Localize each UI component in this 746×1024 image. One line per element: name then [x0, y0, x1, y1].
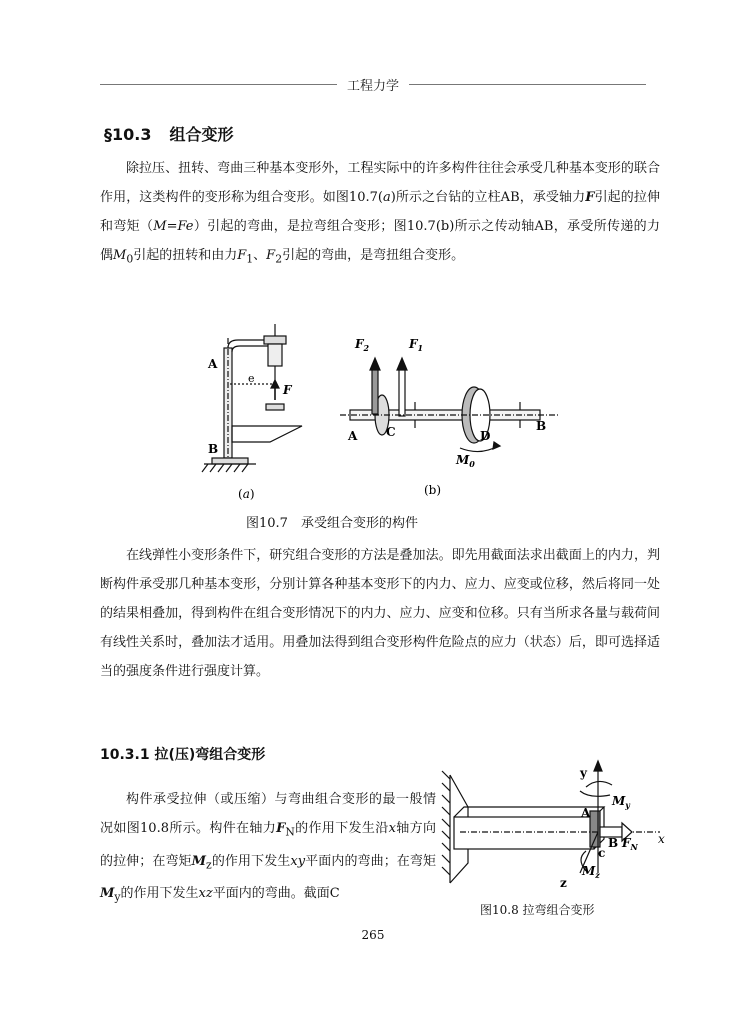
label-M0: [455, 453, 475, 469]
section-heading: [104, 122, 234, 145]
symbol: F: [237, 248, 247, 263]
label-A-a: A: [208, 357, 218, 371]
cantilever-diagram: [442, 761, 660, 883]
label-A: A: [581, 806, 591, 820]
label-y: y: [580, 766, 587, 780]
label-F2: [354, 337, 370, 353]
text: 平面内的弯曲；在弯矩: [305, 853, 436, 869]
label-Mz-sub: z: [595, 870, 600, 880]
label-F2-sym: F: [355, 337, 364, 351]
paragraph-superposition: 在线弹性小变形条件下，研究组合变形的方法是叠加法。即先用截面法求出截面上的内力，判断构件承受那几种基本变形，分别计算各种基本变形下的内力、应力、应变或位移，然后将同一处的结果相叠加，得到构件在组合变形情况下的内力、应力、应变和位移。只有当所求各量与载荷间有线性关系时，叠加法才适用。用叠加法得到组合变形构件危险点的应力（状态）后，即可选择适当的强度条件进行强度计算。: [100, 548, 660, 679]
text: 、: [253, 248, 267, 263]
label-B-a: B: [208, 442, 219, 456]
text: 的作用下发生沿: [294, 821, 389, 836]
subscript: N: [285, 825, 295, 839]
text: 的作用下发生: [211, 853, 291, 869]
page-number: 265: [361, 928, 385, 942]
section-number: §10.3: [104, 125, 152, 144]
label-x: x: [658, 832, 665, 846]
label-My-sym: M: [612, 794, 626, 808]
symbol: x: [388, 821, 396, 836]
subfig-b-label: (b): [424, 483, 442, 497]
label-FN-sub: N: [630, 842, 638, 852]
label-B-b: B: [536, 419, 547, 433]
text: 轴方向的拉伸；在弯矩: [100, 821, 436, 869]
label-My: [611, 794, 631, 810]
label-F: F: [283, 383, 292, 397]
label-C: C: [386, 425, 396, 439]
label-My-sub: y: [625, 800, 630, 810]
text: 的作用下发生: [120, 886, 199, 902]
figure-10-8-caption: 图10.8 拉弯组合变形: [480, 903, 595, 917]
text: 平面内的弯曲。截面C: [212, 886, 340, 902]
label-e: e: [248, 372, 255, 385]
text: )所示之台钻的立柱AB，承受轴力: [390, 190, 586, 205]
symbol: F: [276, 821, 286, 836]
symbol: M=Fe: [153, 219, 194, 234]
label-M0-sym: M: [456, 453, 470, 467]
label-c: c: [598, 846, 606, 860]
label-z: z: [560, 876, 567, 890]
symbol: M: [100, 886, 115, 902]
label-F2-sub: 2: [363, 343, 370, 353]
text: 引起的拉伸和弯矩（: [100, 190, 660, 234]
header-rule-right: [409, 84, 646, 85]
header-title: 工程力学: [347, 78, 400, 94]
label-A-b: A: [348, 429, 358, 443]
subscript: z: [206, 858, 212, 872]
symbol: M: [113, 248, 127, 263]
label-Mz-sym: M: [582, 864, 596, 878]
text: 除拉压、扭转、弯曲三种基本变形外，工程实际中的许多构件往往会承受几种基本变形的联合作用，这类构件的变形称为组合变形。如图10.7(: [100, 161, 660, 205]
running-header: [100, 72, 646, 96]
subscript: 0: [126, 252, 134, 266]
text: 引起的扭转和由力: [133, 248, 238, 263]
subsection-heading: 10.3.1 拉(压)弯组合变形: [100, 747, 266, 763]
symbol: xy: [290, 853, 306, 869]
symbol: F: [266, 248, 276, 263]
subfig-a-label: (a): [238, 487, 255, 501]
label-FN: [621, 836, 639, 852]
symbol: xz: [198, 886, 213, 902]
section-title: 组合变形: [169, 125, 234, 144]
figure-10-8: [440, 755, 680, 895]
paragraph-tension-bending: [100, 785, 436, 912]
header-rule-left: [100, 84, 337, 85]
symbol: M: [191, 853, 207, 869]
figure-10-7-caption: 图10.7 承受组合变形的构件: [246, 516, 418, 531]
transmission-shaft-diagram: [340, 358, 560, 452]
text: ）引起的弯曲，是拉弯组合变形；图10.7(b)所示之传动轴AB，承受所传递的力偶: [100, 219, 660, 263]
figure-10-7: [190, 318, 590, 508]
text: 引起的弯曲，是弯扭组合变形。: [282, 248, 465, 263]
label-F1-sym: F: [409, 337, 418, 351]
subscript: 2: [275, 252, 283, 266]
label-D: D: [480, 429, 491, 443]
label-F1: [408, 337, 423, 353]
label-M0-sub: 0: [469, 459, 475, 469]
text: 构件承受拉伸（或压缩）与弯曲组合变形的最一般情况如图10.8所示。构件在轴力: [100, 792, 436, 836]
paragraph-intro: [100, 154, 660, 274]
subscript: 1: [246, 252, 254, 266]
label-B: B: [608, 836, 619, 850]
label-F1-sub: 1: [417, 343, 424, 353]
subscript: y: [114, 890, 121, 904]
symbol: F: [585, 190, 595, 205]
text: a: [382, 190, 391, 205]
label-FN-sym: F: [622, 836, 631, 850]
